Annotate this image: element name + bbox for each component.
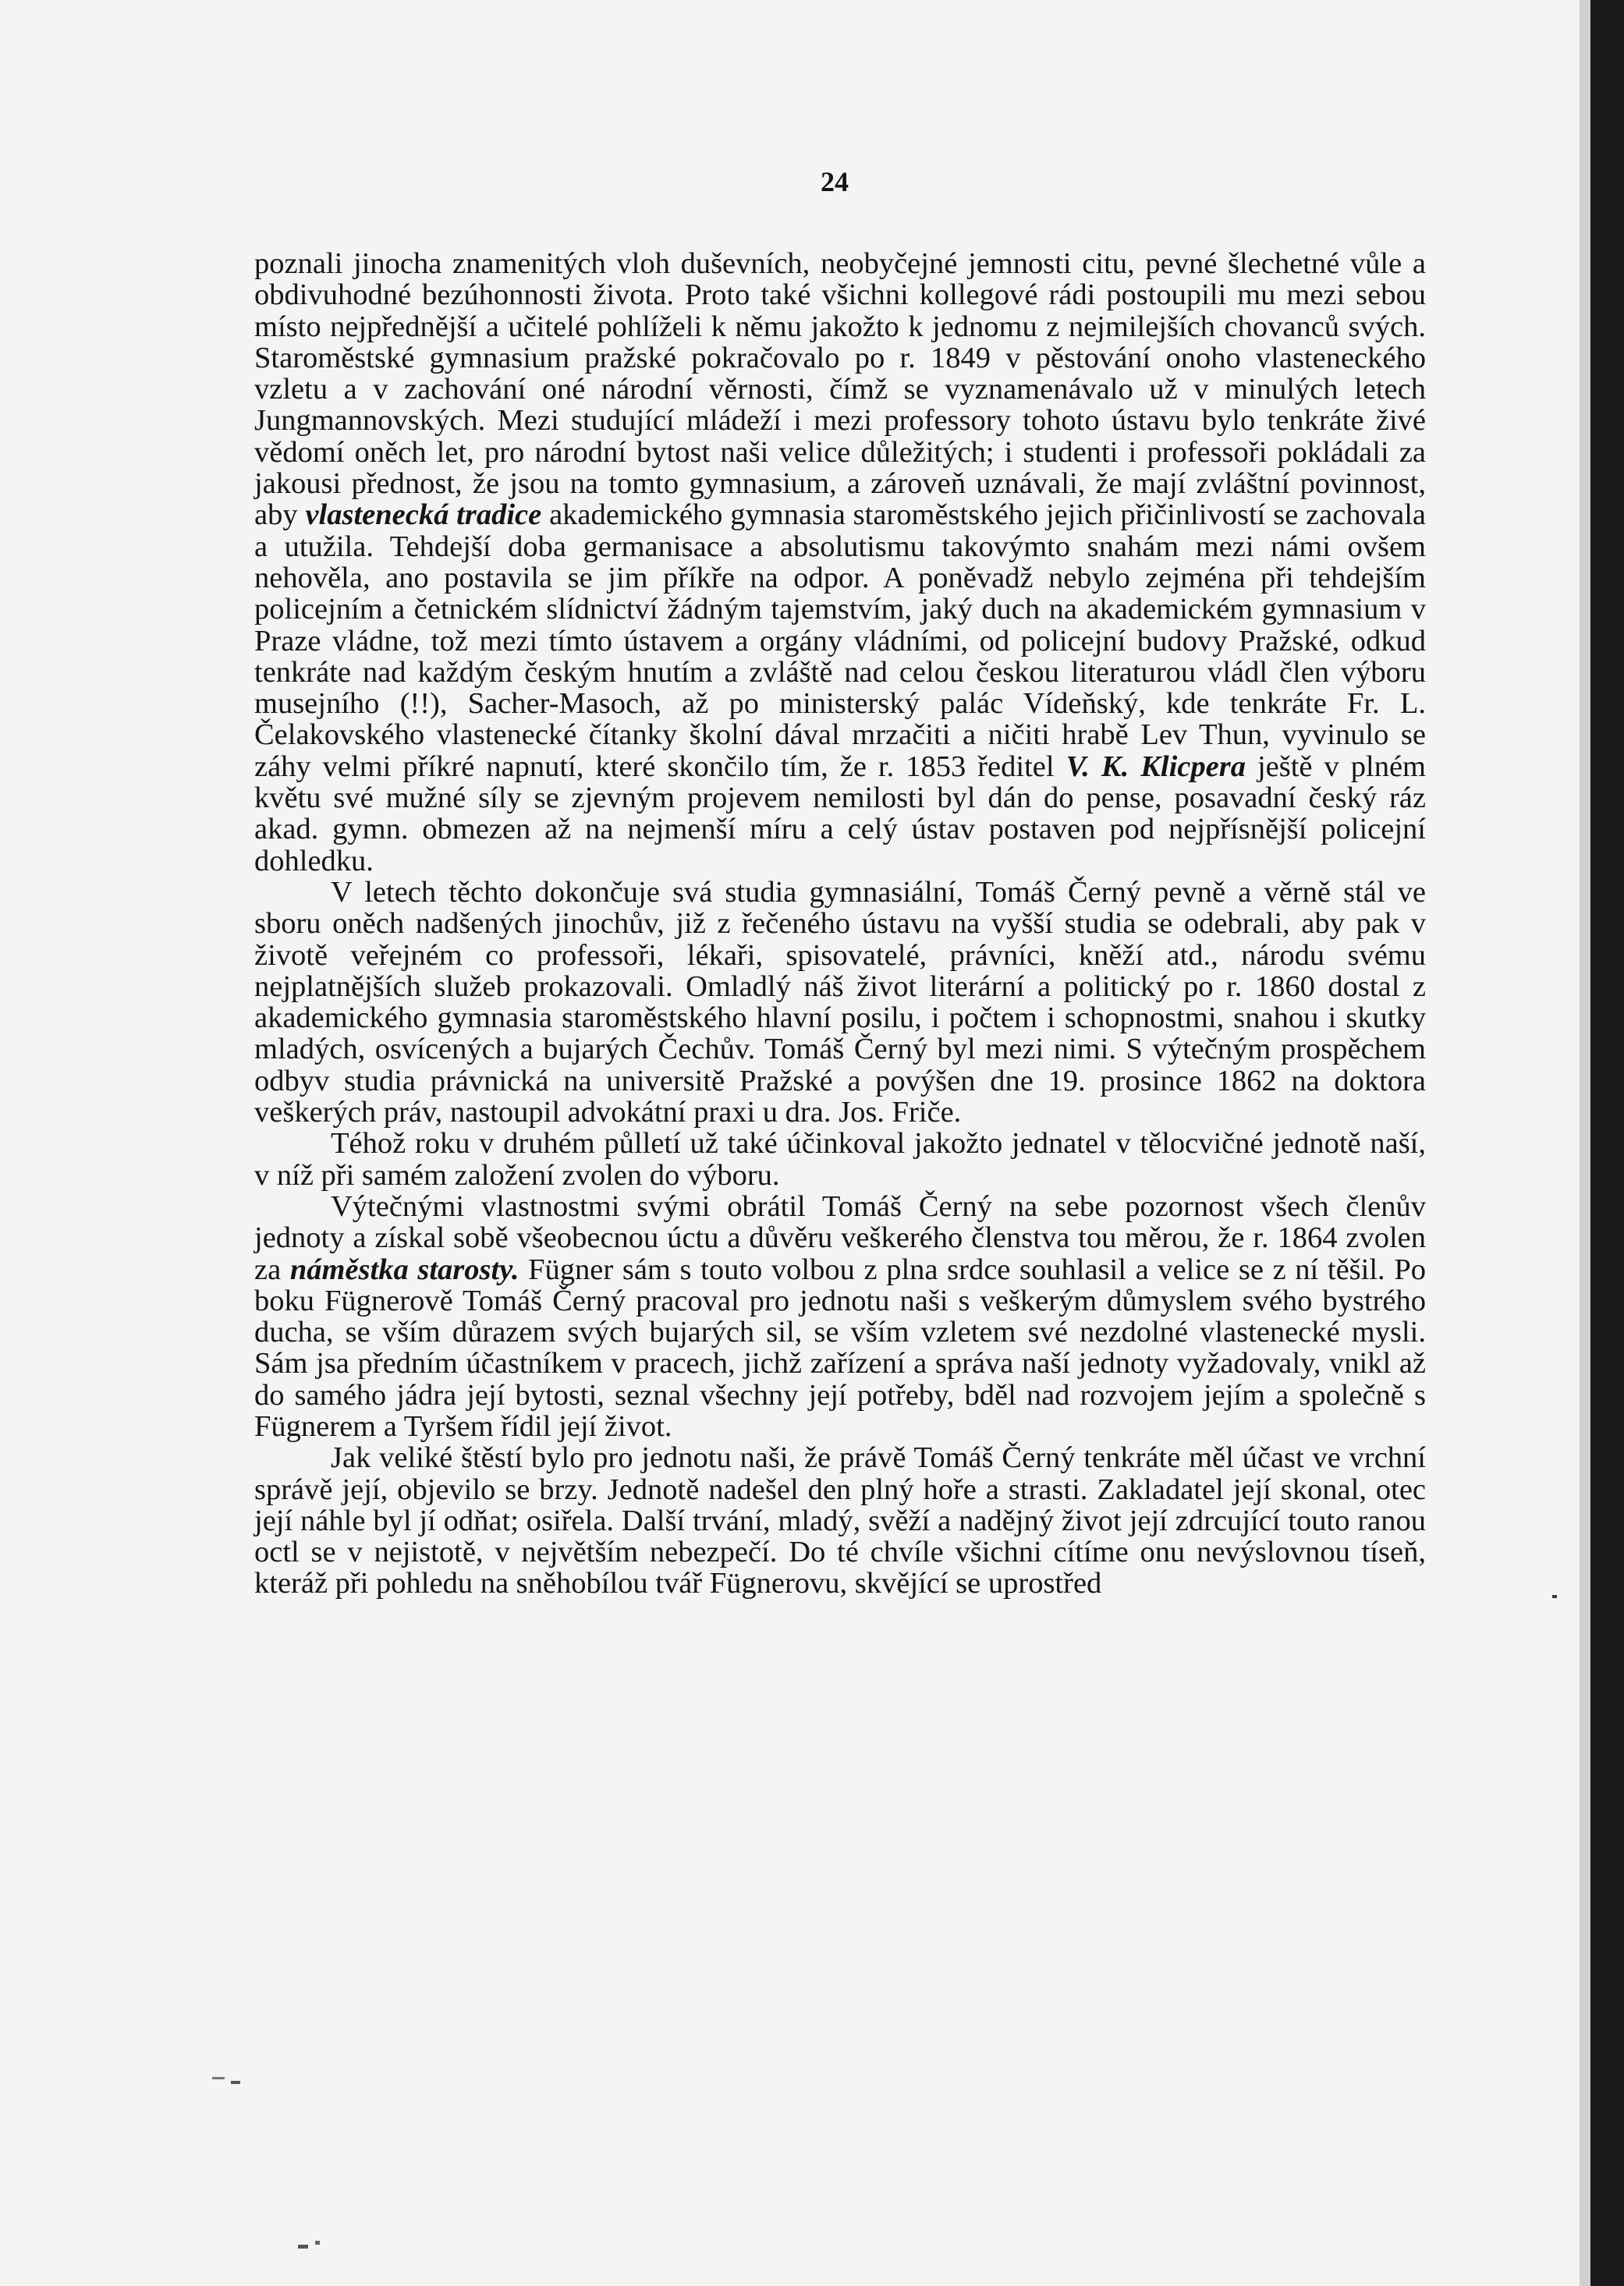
- text-run: Téhož roku v druhém půlletí už také účinkoval jakožto jednatel v tělocvičné jednotě naší, v níž při samém založení zvolen do výboru.: [254, 1127, 1426, 1192]
- text-run: Výtečnými vlastnostmi svými obrátil Tomáš Černý na sebe pozornost všech členův jednoty a získal sobě všeobecnou úctu a důvěru veškerého členstva tou měrou, že r. 1864 zvolen za: [254, 1189, 1426, 1286]
- paragraph: [254, 1128, 1426, 1191]
- paragraph: [254, 1191, 1426, 1442]
- emphasis-text: V. K. Klicpera: [1066, 750, 1246, 783]
- scan-speck: [1552, 1595, 1557, 1598]
- scan-speck: [298, 2245, 308, 2249]
- paragraph: [254, 877, 1426, 1128]
- text-run: poznali jinocha znamenitých vloh duševních, neobyčejné jemnosti citu, pevné šlechetné vůle a obdivuhodné bezúhonnosti života. Proto také všichni kollegové rádi postoupili mu mezi sebou místo nejpřednější a učitelé pohlíželi k němu jakožto k jednomu z nejmilejších chovanců svých. Staroměstské gymnasium pražské pokračovalo po r. 1849 v pěstování onoho vlasteneckého vzletu a v zachování oné národní věrnosti, čímž se vyznamenávalo už v minulých letech Jungmannovských. Mezi studující mládeží i mezi professory tohoto ústavu bylo tenkráte živé vědomí oněch let, pro národní bytost naši velice důležitých; i studenti i professoři pokládali za jakousi přednost, že jsou na tomto gymnasium, a zároveň uznávali, že mají zvláštní povinnost, aby: [254, 247, 1426, 532]
- text-run: akademického gymnasia staroměstského jejich přičinlivostí se zachovala a utužila. Tehdejší doba germanisace a absolutismu takovýmto snahám mezi námi ovšem nehověla, ano postavila se jim příkře na odpor. A poněvadž nebylo zejména při tehdejším policejním a četnickém slídnictví žádným tajemstvím, jaký duch na akademickém gymnasium v Praze vládne, tož mezi tímto ústavem a orgány vládními, od policejní budovy Pražské, odkud tenkráte nad každým českým hnutím a zvláště nad celou českou literaturou vládl člen výboru musejního (!!), Sacher-Masoch, až po ministerský palác Vídeňský, kde tenkráte Fr. L. Čelakovského vlastenecké čítanky školní dával mrzačiti a ničiti hrabě Lev Thun, vyvinulo se záhy velmi příkré napnutí, které skončilo tím, že r. 1853 ředitel: [254, 498, 1426, 783]
- scan-border: [1590, 0, 1624, 2286]
- scan-speck: [231, 2081, 240, 2084]
- page-number: 24: [821, 166, 849, 197]
- scan-speck: [212, 2077, 225, 2079]
- emphasis-text: náměstka starosty.: [289, 1253, 519, 1286]
- page-edge: [1580, 0, 1590, 2286]
- paragraph: [254, 1442, 1426, 1599]
- text-run: V letech těchto dokončuje svá studia gymnasiální, Tomáš Černý pevně a věrně stál ve sboru oněch nadšených jinochův, již z řečeného ústavu na vyšší studia se odebrali, aby pak v životě veřejném co professoři, lékaři, spisovatelé, právníci, kněží atd., národu svému nejplatnějších služeb prokazovali. Omladlý náš život literární a politický po r. 1860 dostal z akademického gymnasia staroměstského hlavní posilu, i počtem i schopnostmi, snahou i skutky mladých, osvícených a bujarých Čechův. Tomáš Černý byl mezi nimi. S výtečným prospěchem odbyv studia právnická na universitě Pražské a povýšen dne 19. prosince 1862 na doktora veškerých práv, nastoupil advokátní praxi u dra. Jos. Friče.: [254, 875, 1426, 1129]
- emphasis-text: vlastenecká tradice: [305, 498, 542, 532]
- text-run: ještě v plném květu své mužné síly se zjevným projevem nemilosti byl dán do pense, posavadní český ráz akad. gymn. obmezen až na nejmenší míru a celý ústav postaven pod nejpřísnější policejní dohledku.: [254, 750, 1426, 877]
- paragraph: [254, 248, 1426, 877]
- text-run: Jak veliké štěstí bylo pro jednotu naši, že právě Tomáš Černý tenkráte měl účast ve vrchní správě její, objevilo se brzy. Jednotě nadešel den plný hoře a strasti. Zakladatel její skonal, otec její náhle byl jí odňat; osiřela. Další trvání, mladý, svěží a nadějný život její zdrcující touto ranou octl se v nejistotě, v největším nebezpečí. Do té chvíle všichni cítíme onu nevýslovnou tíseň, kteráž při pohledu na sněhobílou tvář Fügnerovu, skvějící se uprostřed: [254, 1441, 1426, 1600]
- scan-speck: [315, 2241, 320, 2245]
- body-text: [254, 248, 1426, 1600]
- text-run: Fügner sám s touto volbou z plna srdce souhlasil a velice se z ní těšil. Po boku Fügnerově Tomáš Černý pracoval pro jednotu naši s veškerým důmyslem svého bystrého ducha, se vším důrazem svých bujarých sil, se vším vzletem své nezdolné vlastenecké mysli. Sám jsa předním účastníkem v pracech, jichž zařízení a správa naší jednoty vyžadovaly, vnikl až do samého jádra její bytosti, seznal všechny její potřeby, bděl nad rozvojem jejím a společně s Fügnerem a Tyršem řídil její život.: [254, 1253, 1426, 1443]
